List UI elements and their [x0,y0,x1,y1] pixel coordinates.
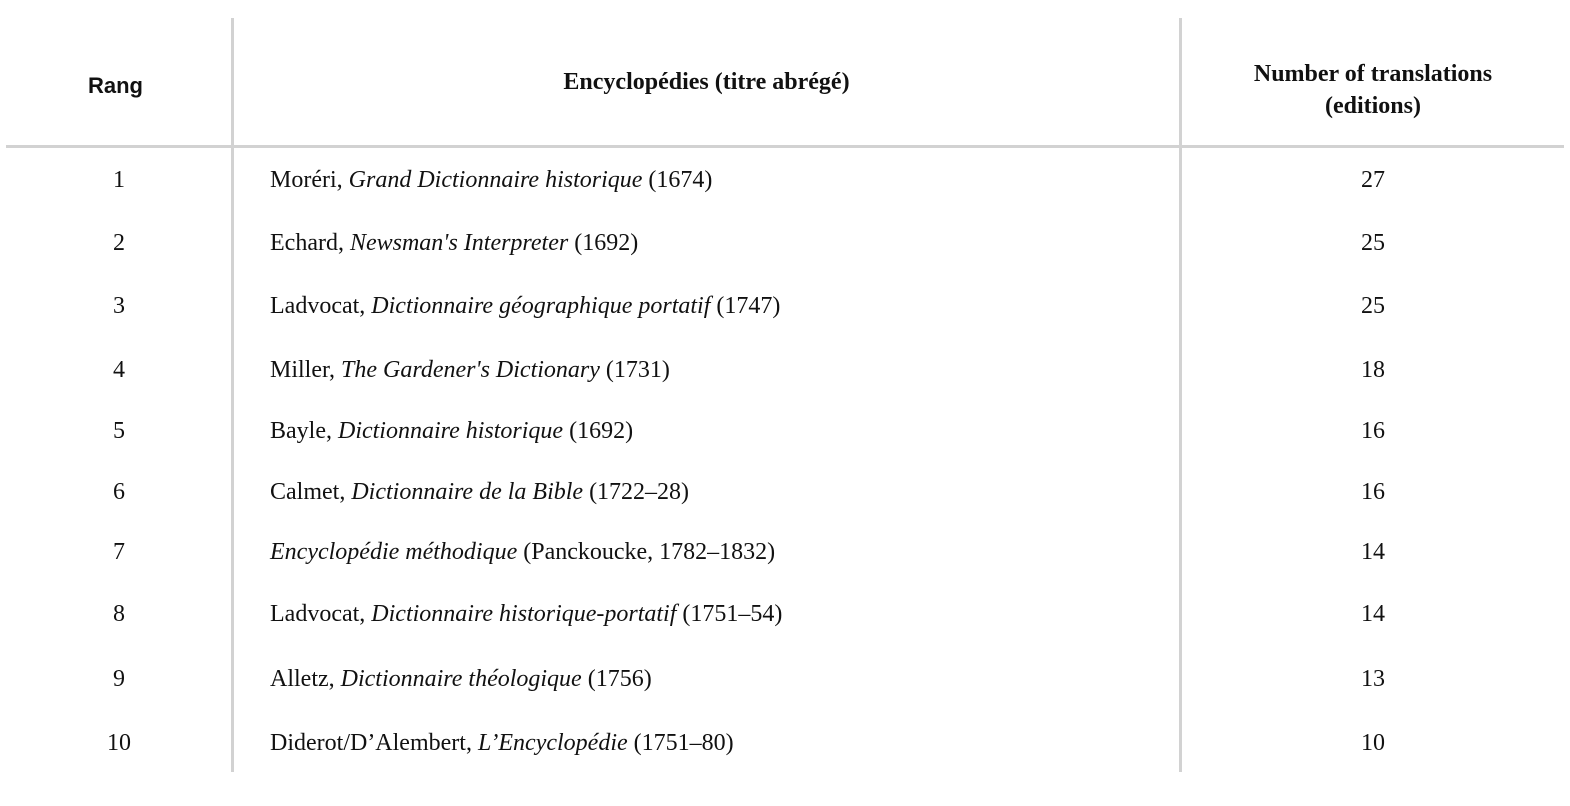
title-cell [270,338,1170,402]
author-text: Miller, [270,357,342,383]
date-text: (1751–80) [627,730,734,756]
work-title: Dictionnaire historique-portatif [371,601,677,627]
header-count [1182,26,1564,153]
date-text: (Panckoucke, 1782–1832) [517,539,776,565]
title-cell [270,148,1170,212]
title-cell [270,647,1170,711]
date-text: (1674) [642,167,713,193]
header-rank-label: Rang [88,72,143,98]
rank-cell: 4 [113,357,125,383]
count-cell: 25 [1361,230,1385,256]
count-cell: 25 [1361,293,1385,319]
table-row [0,274,1570,338]
rank-cell: 7 [113,539,125,565]
work-title: Dictionnaire de la Bible [351,479,584,505]
table-row [0,148,1570,212]
table-row [0,647,1570,711]
work-title: Dictionnaire historique [337,418,564,444]
date-text: (1756) [581,666,652,692]
count-cell: 16 [1361,418,1385,444]
rank-cell: 9 [113,666,125,692]
author-text: Echard, [270,230,350,256]
title-cell [270,711,1170,775]
table-row [0,399,1570,463]
date-text: (1751–54) [676,601,783,627]
title-cell [270,274,1170,338]
table-row [0,460,1570,524]
table-row [0,211,1570,275]
header-rank [0,22,231,149]
title-cell [270,460,1170,524]
rank-cell: 5 [113,418,125,444]
count-cell: 14 [1361,601,1385,627]
author-text: Ladvocat, [270,601,372,627]
work-title: Dictionnaire géographique portatif [371,293,711,319]
table-row [0,582,1570,646]
rank-cell: 3 [113,293,125,319]
author-text: Diderot/D’Alembert, [270,730,478,756]
title-cell [270,211,1170,275]
rank-cell: 1 [113,167,125,193]
header-title [234,18,1179,145]
count-cell: 27 [1361,167,1385,193]
header-title-label: Encyclopédies (titre abrégé) [563,68,850,95]
author-text: Moréri, [270,167,349,193]
count-cell: 13 [1361,666,1385,692]
table-row [0,338,1570,402]
work-title: The Gardener's Dictionary [341,357,600,383]
count-cell: 14 [1361,539,1385,565]
count-cell: 10 [1361,730,1385,756]
table-row [0,520,1570,584]
date-text: (1731) [599,357,670,383]
count-cell: 16 [1361,479,1385,505]
rank-cell: 8 [113,601,125,627]
work-title: Grand Dictionnaire historique [348,167,643,193]
work-title: Encyclopédie méthodique [270,539,518,565]
date-text: (1692) [563,418,634,444]
author-text: Calmet, [270,479,352,505]
rank-cell: 10 [107,730,131,756]
date-text: (1722–28) [583,479,690,505]
title-cell [270,399,1170,463]
date-text: (1747) [710,293,781,319]
title-cell [270,520,1170,584]
title-cell [270,582,1170,646]
count-cell: 18 [1361,357,1385,383]
work-title: Dictionnaire théologique [340,666,582,692]
rank-cell: 6 [113,479,125,505]
work-title: Newsman's Interpreter [349,230,569,256]
date-text: (1692) [568,230,639,256]
header-count-label: Number of translations (editions) [1253,60,1493,119]
rank-cell: 2 [113,230,125,256]
author-text: Bayle, [270,418,338,444]
author-text: Alletz, [270,666,341,692]
table-row [0,711,1570,775]
author-text: Ladvocat, [270,293,372,319]
work-title: L’Encyclopédie [477,730,628,756]
